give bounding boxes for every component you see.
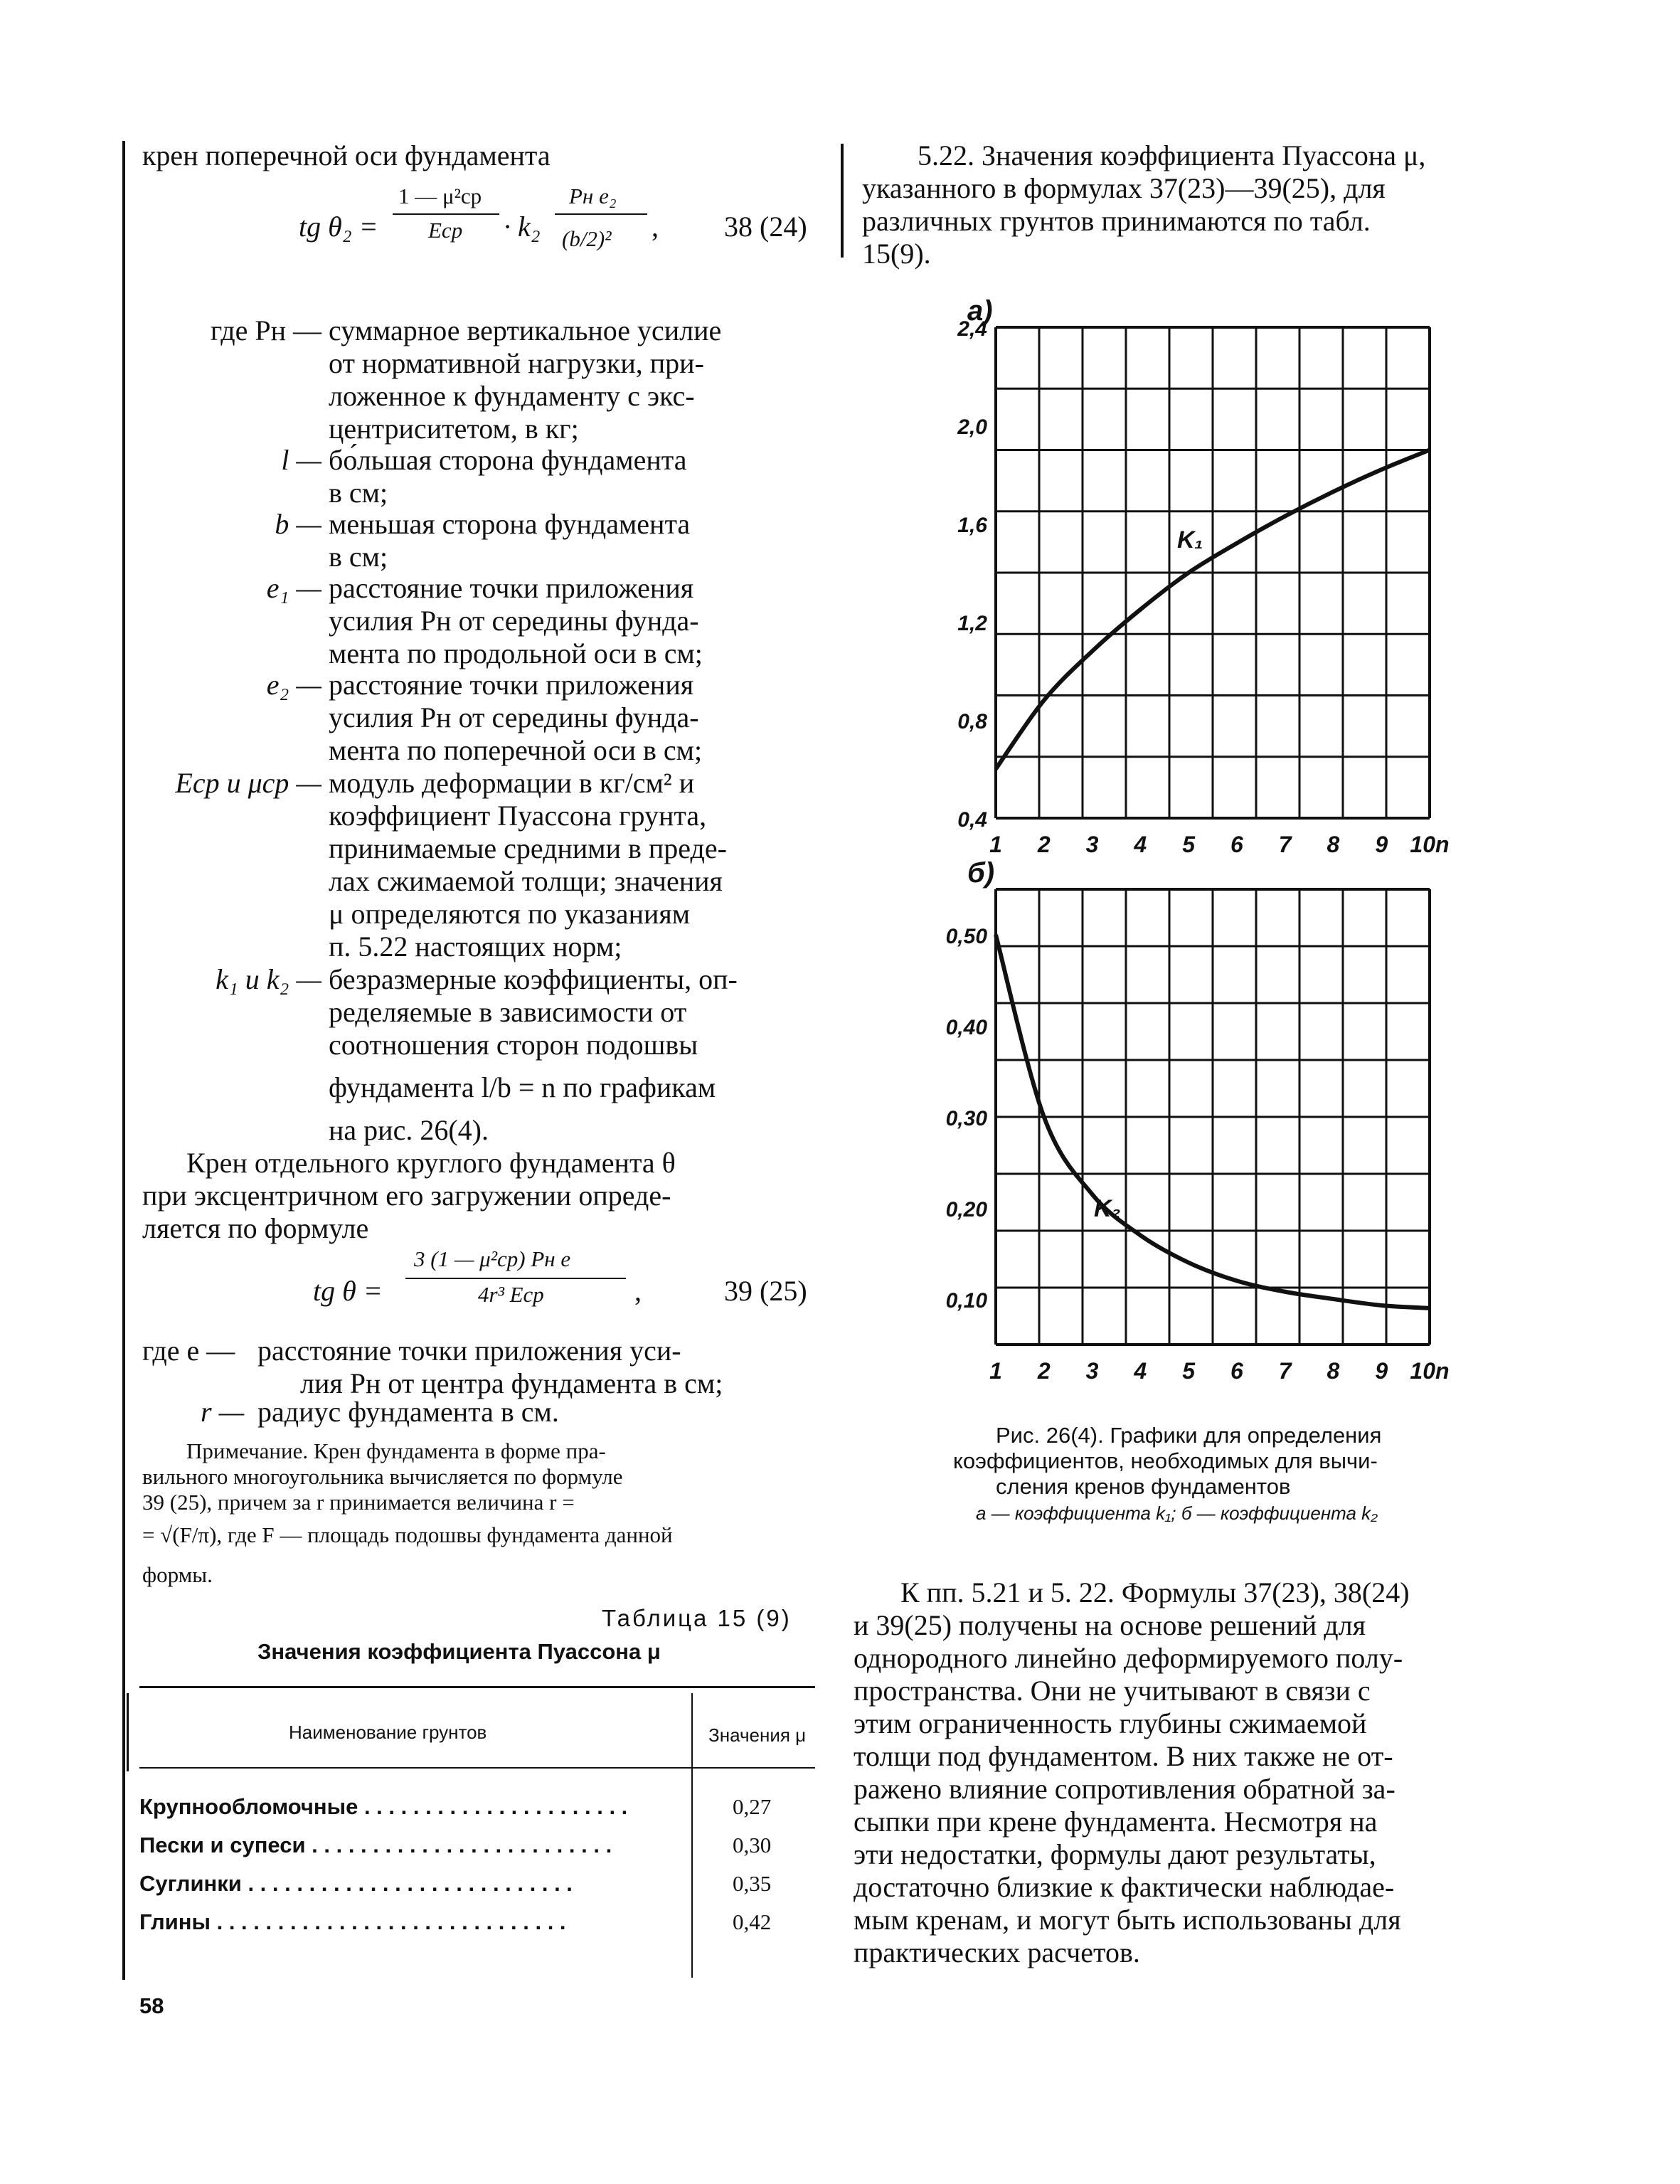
def-line: радиус фундамента в см. — [257, 1396, 559, 1428]
caption-line: коэффициентов, необходимых для вычи- — [953, 1448, 1378, 1473]
def-line: расстояние точки приложения — [329, 572, 694, 604]
def-line: усилия Pн от середины фунда- — [329, 701, 699, 733]
formula38-tail: , — [652, 211, 659, 243]
def-term-b: b — — [275, 508, 321, 540]
x-tick-label: 3 — [1085, 1358, 1099, 1384]
def-line: расстояние точки приложения — [329, 669, 694, 701]
table-row-name: Глины . . . . . . . . . . . . . . . . . . . . . . . . . . . . . — [139, 1909, 566, 1934]
def-line: μ определяются по указаниям — [329, 898, 691, 930]
y-tick-label: 0,4 — [957, 808, 987, 832]
def-term-e2: e₂ — — [266, 669, 321, 701]
note-line: Примечание. Крен фундамента в форме пра- — [186, 1438, 606, 1463]
x-tick-label: 1 — [989, 1358, 1002, 1384]
formula38-num2: Pн e₂ — [569, 184, 617, 208]
paragraph-line: Крен отдельного круглого фундамента θ — [186, 1147, 676, 1179]
table-row-value: 0,27 — [733, 1794, 772, 1819]
def-line: принимаемые средними в преде- — [329, 832, 727, 864]
note-line: формы. — [142, 1562, 213, 1587]
paragraph-line: однородного линейно деформируемого полу- — [854, 1642, 1403, 1674]
x-tick-label: 6 — [1230, 832, 1243, 857]
table-header-name: Наименование грунтов — [289, 1722, 487, 1743]
table-row-value: 0,42 — [733, 1909, 772, 1934]
note-line: = √(F/π), где F — площадь подошвы фундамента данной — [142, 1522, 673, 1547]
x-tick-label: 5 — [1182, 832, 1196, 857]
x-tick-label: 2 — [1037, 1358, 1051, 1384]
paragraph-line: достаточно близкие к фактически наблюдае- — [854, 1871, 1395, 1903]
def-term-pn: где Pн — — [210, 314, 321, 346]
y-tick-label: 1,2 — [957, 612, 987, 635]
def-line: на рис. 26(4). — [329, 1114, 489, 1146]
def-line: безразмерные коэффициенты, оп- — [329, 963, 738, 995]
paragraph-line: К пп. 5.21 и 5. 22. Формулы 37(23), 38(24) — [900, 1576, 1410, 1608]
table-label: Таблица 15 (9) — [602, 1605, 792, 1631]
def-line: фундамента l/b = n по графикам — [329, 1071, 716, 1103]
left-margin-rule — [122, 141, 125, 1980]
table-row-name: Пески и супеси . . . . . . . . . . . . . . . . . . . . . . . . . — [139, 1833, 612, 1857]
paragraph-line: ляется по формуле — [142, 1212, 369, 1244]
panel-label: б) — [967, 857, 995, 889]
paragraph-line: различных грунтов принимаются по табл. — [862, 205, 1371, 237]
table-row-name: Крупнообломочные . . . . . . . . . . . . . . . . . . . . . . — [139, 1794, 628, 1819]
paragraph-line: указанного в формулах 37(23)—39(25), для — [862, 172, 1386, 204]
paragraph-line: практических расчетов. — [854, 1936, 1140, 1968]
paragraph-line: и 39(25) получены на основе решений для — [854, 1609, 1366, 1641]
table-header-rule — [139, 1767, 815, 1769]
formula38-bar2 — [555, 213, 647, 215]
x-tick-label: 7 — [1278, 1358, 1292, 1384]
def-term-e1: e₁ — — [266, 572, 321, 604]
paragraph-line: сыпки при крене фундамента. Несмотря на — [854, 1806, 1378, 1838]
x-tick-label: 10n — [1410, 832, 1450, 857]
def-line: модуль деформации в кг/см² и — [329, 767, 695, 799]
caption-line: Рис. 26(4). Графики для определения — [996, 1423, 1382, 1448]
def-line: расстояние точки приложения уси- — [257, 1335, 681, 1367]
def-term-k: k₁ и k₂ — — [216, 963, 321, 995]
def-line: меньшая сторона фундамента — [329, 508, 691, 540]
def-line: соотношения сторон подошвы — [329, 1029, 698, 1061]
x-tick-label: 8 — [1327, 1358, 1340, 1384]
table-top-rule — [139, 1686, 815, 1688]
curve-label: K₂ — [1094, 1195, 1121, 1222]
def-line: ложенное к фундаменту с экс- — [329, 380, 695, 412]
x-tick-label: 9 — [1375, 1358, 1388, 1384]
formula39-den: 4r³ Eср — [478, 1282, 544, 1307]
caption-line: сления кренов фундаментов — [996, 1474, 1291, 1499]
def-line: п. 5.22 настоящих норм; — [329, 931, 622, 963]
formula39-bar — [405, 1278, 626, 1279]
panel-label: а) — [967, 295, 993, 327]
def-line: ределяемые в зависимости от — [329, 996, 687, 1028]
table-header-value: Значения μ — [708, 1724, 807, 1746]
formula38-num1: 1 — μ²ср — [398, 184, 482, 208]
formula39-lhs: tg θ = — [313, 1275, 383, 1307]
note-line: 39 (25), причем за r принимается величина r = — [142, 1490, 575, 1515]
page-number: 58 — [139, 1993, 164, 2018]
paragraph-line: этим ограниченность глубины сжимаемой — [854, 1707, 1367, 1739]
def-line: мента по поперечной оси в см; — [329, 734, 703, 766]
table-divider — [691, 1693, 693, 1978]
curve-label: K₁ — [1177, 526, 1203, 553]
paragraph-line: мым кренам, и могут быть использованы для — [854, 1904, 1401, 1936]
paragraph-line: пространства. Они не учитывают в связи с — [854, 1675, 1371, 1707]
y-tick-label: 0,8 — [957, 710, 987, 733]
intro-line: крен поперечной оси фундамента — [142, 139, 551, 171]
formula38-bar1 — [393, 213, 499, 215]
y-tick-label: 0,50 — [945, 925, 987, 948]
x-tick-label: 2 — [1037, 832, 1051, 857]
paragraph-line: 15(9). — [862, 238, 931, 270]
x-tick-label: 10n — [1410, 1358, 1450, 1384]
y-tick-label: 0,10 — [945, 1289, 987, 1313]
x-tick-label: 3 — [1085, 832, 1099, 857]
x-tick-label: 5 — [1182, 1358, 1196, 1384]
paragraph-line: при эксцентричном его загружении опреде- — [142, 1180, 671, 1212]
note-line: вильного многоугольника вычисляется по формуле — [142, 1464, 623, 1489]
def-line: центриситетом, в кг; — [329, 413, 579, 445]
def-term-e: где e — — [142, 1335, 235, 1367]
paragraph-line: эти недостатки, формулы дают результаты, — [854, 1838, 1376, 1870]
right-margin-rule — [841, 144, 844, 258]
formula38-mult: · k₂ — [504, 211, 541, 243]
paragraph-line: 5.22. Значения коэффициента Пуассона μ, — [918, 139, 1426, 171]
x-tick-label: 4 — [1134, 832, 1147, 857]
paragraph-line: толщи под фундаментом. В них также не от- — [854, 1740, 1393, 1772]
x-tick-label: 9 — [1375, 832, 1388, 857]
formula39-tail: , — [634, 1275, 642, 1307]
def-term-e-mu: Eср и μср — — [175, 767, 321, 799]
table-left-rule — [127, 1693, 129, 1771]
chart-k2 — [932, 857, 1450, 1409]
x-tick-label: 8 — [1327, 832, 1340, 857]
def-line: от нормативной нагрузки, при- — [329, 347, 704, 379]
formula38-number: 38 (24) — [724, 211, 807, 243]
chart-k1 — [932, 292, 1450, 861]
formula38-den1: Еср — [428, 218, 463, 243]
y-tick-label: 2,4 — [957, 317, 987, 341]
table-caption: Значения коэффициента Пуассона μ — [257, 1639, 661, 1664]
def-line: суммарное вертикальное усилие — [329, 314, 722, 346]
def-line: мента по продольной оси в см; — [329, 637, 703, 669]
def-line: в см; — [329, 477, 388, 509]
x-tick-label: 4 — [1134, 1358, 1147, 1384]
table-row-value: 0,35 — [733, 1871, 772, 1896]
formula38-den2: (b/2)² — [562, 226, 612, 251]
def-line: лия Pн от центра фундамента в см; — [300, 1367, 723, 1399]
def-line: лах сжимаемой толщи; значения — [329, 865, 723, 897]
x-tick-label: 1 — [989, 832, 1002, 857]
formula39-num: 3 (1 — μ²ср) Pн e — [414, 1246, 571, 1271]
y-tick-label: 0,30 — [945, 1107, 987, 1130]
y-tick-label: 1,6 — [957, 514, 987, 537]
caption-sub: а — коэффициента k₁; б — коэффициента k₂ — [976, 1502, 1378, 1524]
formula38-lhs: tg θ₂ = — [299, 211, 378, 243]
def-line: бо́льшая сторона фундамента — [329, 444, 687, 476]
def-term-l: l — — [281, 444, 321, 476]
def-line: коэффициент Пуассона грунта, — [329, 800, 707, 832]
x-tick-label: 6 — [1230, 1358, 1243, 1384]
def-term-r: r — — [201, 1396, 245, 1428]
paragraph-line: ражено влияние сопротивления обратной за- — [854, 1773, 1395, 1805]
table-row-value: 0,30 — [733, 1833, 772, 1857]
def-line: усилия Pн от середины фунда- — [329, 605, 699, 637]
y-tick-label: 0,40 — [945, 1016, 987, 1039]
x-tick-label: 7 — [1278, 832, 1292, 857]
def-line: в см; — [329, 541, 388, 573]
formula39-number: 39 (25) — [724, 1275, 807, 1307]
y-tick-label: 0,20 — [945, 1198, 987, 1221]
table-row-name: Суглинки . . . . . . . . . . . . . . . . . . . . . . . . . . . — [139, 1871, 573, 1896]
y-tick-label: 2,0 — [957, 415, 987, 439]
